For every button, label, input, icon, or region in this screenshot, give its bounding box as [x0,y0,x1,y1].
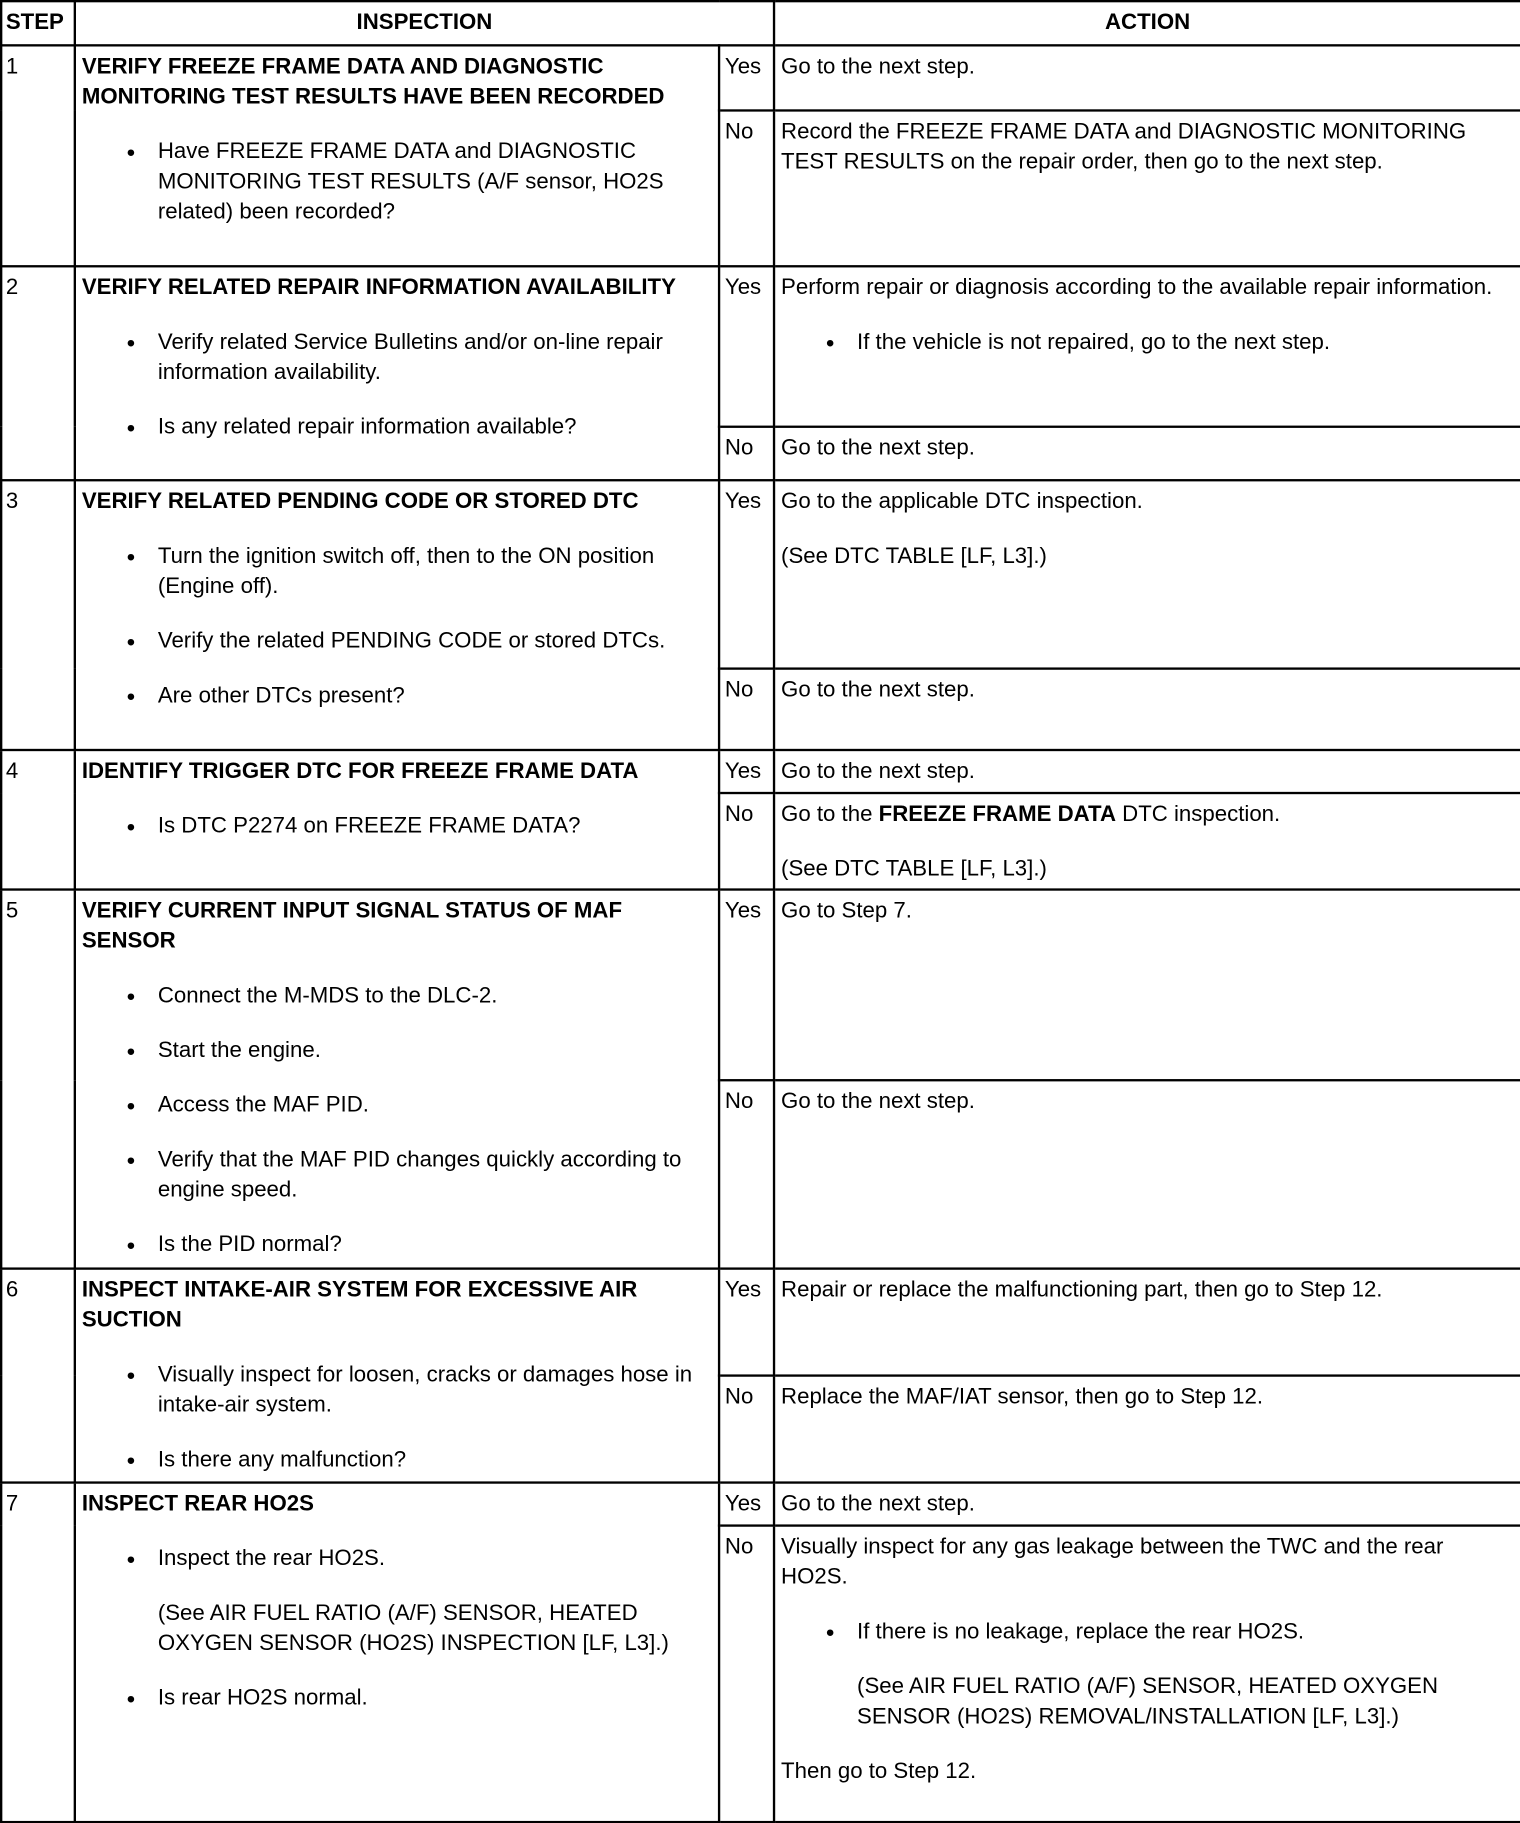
yes-label: Yes [719,1483,774,1526]
step-number: 1 [1,45,75,266]
step-inspection [75,266,719,480]
inspection-bullet: ● Connect the M-MDS to the DLC-2. [82,981,712,1011]
yes-action: Go to Step 7. [774,890,1520,1081]
no-action: Go to the next step. [774,669,1520,750]
step-title: VERIFY FREEZE FRAME DATA AND DIAGNOSTIC MONITORING TEST RESULTS HAVE BEEN RECORDED [81,54,665,110]
yes-action: Go to the next step. [774,1483,1520,1526]
yes-action-text: Perform repair or diagnosis according to the available repair information. [781,275,1493,300]
step-inspection [75,1483,719,1823]
yes-label: Yes [719,890,774,1081]
inspection-bullet: ● Turn the ignition switch off, then to the ON position (Engine off). [82,542,712,602]
step-number: 2 [1,266,75,480]
yes-label: Yes [719,266,774,426]
step-inspection [75,45,719,266]
inspection-bullet: ● Is any related repair information available? [82,413,712,443]
inspection-bullet: ● Are other DTCs present? [82,681,712,711]
inspection-reference: (See AIR FUEL RATIO (A/F) SENSOR, HEATED OXYGEN SENSOR (HO2S) INSPECTION [LF, L3].) [157,1601,669,1656]
inspection-bullet: ● Verify related Service Bulletins and/or on-line repair information availability. [82,328,712,388]
inspection-bullet: ● Is rear HO2S normal. [82,1684,712,1714]
inspection-bullet: ● Is DTC P2274 on FREEZE FRAME DATA? [82,812,712,842]
yes-reference: (See DTC TABLE [LF, L3].) [781,544,1047,569]
step-title: IDENTIFY TRIGGER DTC FOR FREEZE FRAME DATA [81,759,639,784]
inspection-bullet: ● Is the PID normal? [82,1230,712,1260]
yes-action: Go to the next step. [774,750,1520,793]
inspection-bullet: ● Access the MAF PID. [82,1091,712,1121]
yes-action: Repair or replace the malfunctioning part, then go to Step 12. [774,1269,1520,1376]
yes-action-text: Go to the applicable DTC inspection. [781,489,1143,514]
no-action: Go to the next step. [774,427,1520,480]
step-number: 5 [1,890,75,1269]
no-action [774,1526,1520,1823]
step-title: INSPECT INTAKE-AIR SYSTEM FOR EXCESSIVE AIR SUCTION [81,1277,638,1333]
step-number: 6 [1,1269,75,1483]
inspection-bullet: ● Visually inspect for loosen, cracks or damages hose in intake-air system. [82,1360,712,1420]
step-2-yes-row [1,266,1520,426]
step-title: VERIFY RELATED PENDING CODE OR STORED DTC [81,489,639,514]
step-inspection [75,1269,719,1483]
no-label: No [719,1376,774,1483]
step-title: VERIFY CURRENT INPUT SIGNAL STATUS OF MAF SENSOR [81,898,623,954]
action-bullet: ● If the vehicle is not repaired, go to the next step. [781,328,1514,358]
no-action-post: DTC inspection. [1115,802,1281,827]
yes-action [774,266,1520,426]
step-inspection [75,480,719,750]
yes-action [774,480,1520,668]
no-action: Go to the next step. [774,1080,1520,1268]
step-1-yes-row [1,45,1520,110]
action-bullet: ● If there is no leakage, replace the rear HO2S. [781,1617,1514,1647]
no-final: Then go to Step 12. [781,1759,977,1784]
no-label: No [719,427,774,480]
no-action-text [781,800,1514,830]
step-5-yes-row [1,890,1520,1081]
step-inspection [75,890,719,1269]
yes-label: Yes [719,45,774,110]
step-number: 4 [1,750,75,890]
no-label: No [719,110,774,266]
no-label: No [719,1080,774,1268]
no-action-bold: FREEZE FRAME DATA [878,802,1116,827]
inspection-bullet: ● Verify the related PENDING CODE or stored DTCs. [82,627,712,657]
step-number: 3 [1,480,75,750]
inspection-bullet: ● Start the engine. [82,1036,712,1066]
yes-label: Yes [719,750,774,793]
step-6-yes-row [1,1269,1520,1376]
step-number: 7 [1,1483,75,1823]
inspection-bullet: ● Is there any malfunction? [82,1445,712,1475]
header-action: ACTION [774,1,1520,45]
no-action [774,793,1520,890]
step-title: INSPECT REAR HO2S [81,1491,314,1517]
inspection-bullet: ● Have FREEZE FRAME DATA and DIAGNOSTIC MONITORING TEST RESULTS (A/F sensor, HO2S related) been recorded? [82,137,712,228]
header-row [1,1,1520,45]
header-step: STEP [1,1,75,45]
header-inspection: INSPECTION [75,1,774,45]
no-action-pre: Go to the [781,802,879,827]
no-action: Record the FREEZE FRAME DATA and DIAGNOSTIC MONITORING TEST RESULTS on the repair order, then go to the next step. [774,110,1520,266]
step-title: VERIFY RELATED REPAIR INFORMATION AVAILABILITY [81,275,676,300]
no-action-text: Visually inspect for any gas leakage between the TWC and the rear HO2S. [781,1534,1444,1590]
no-action: Replace the MAF/IAT sensor, then go to Step 12. [774,1376,1520,1483]
yes-label: Yes [719,1269,774,1376]
yes-action: Go to the next step. [774,45,1520,110]
inspection-bullet: ● Inspect the rear HO2S. [82,1544,712,1574]
step-3-yes-row [1,480,1520,668]
no-reference: (See AIR FUEL RATIO (A/F) SENSOR, HEATED OXYGEN SENSOR (HO2S) REMOVAL/INSTALLATION [LF, L3].) [857,1674,1439,1730]
yes-label: Yes [719,480,774,668]
step-inspection [75,750,719,890]
inspection-bullet: ● Verify that the MAF PID changes quickly according to engine speed. [82,1145,712,1205]
no-reference: (See DTC TABLE [LF, L3].) [781,856,1047,882]
no-label: No [719,1526,774,1823]
step-7-yes-row [1,1483,1520,1526]
step-4-yes-row [1,750,1520,793]
no-label: No [719,793,774,890]
no-label: No [719,669,774,750]
